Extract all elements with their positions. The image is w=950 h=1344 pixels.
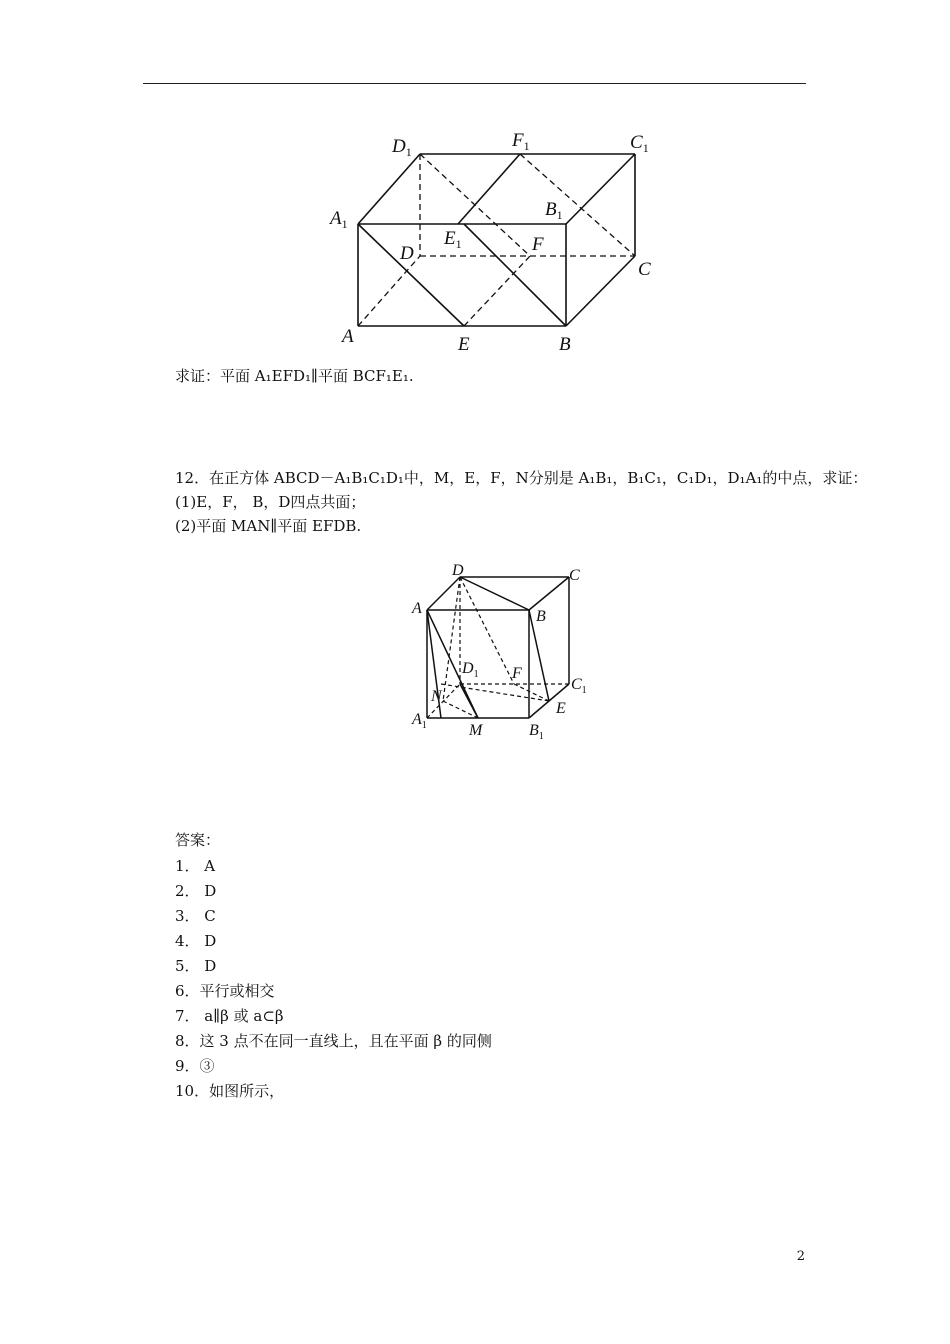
label-C1: $C_1$ [630, 132, 649, 155]
label-D1: $D_1$ [392, 136, 412, 159]
label-B1: $B_1$ [529, 722, 544, 742]
label-A1: $A_1$ [330, 208, 348, 231]
label-N: N [431, 688, 442, 705]
answer-item: 8．这 3 点不在同一直线上，且在平面 β 的同侧 [175, 1032, 492, 1050]
answer-item: 4． D [175, 932, 217, 950]
problem12-statement: 12．在正方体 ABCD－A₁B₁C₁D₁中，M，E，F，N分别是 A₁B₁，B₁C₁，C₁D₁，D₁A₁的中点，求证： [175, 469, 868, 487]
label-A: A [412, 600, 422, 617]
label-D: D [452, 562, 464, 579]
answer-item: 10．如图所示， [175, 1082, 285, 1100]
label-B: B [536, 608, 546, 625]
label-E: E [556, 700, 566, 717]
label-B: B [559, 334, 571, 355]
label-C1: $C_1$ [571, 676, 587, 696]
figure-cube [405, 558, 605, 743]
problem12-part1: (1)E，F， B，D四点共面； [175, 493, 366, 511]
answers-heading: 答案： [175, 831, 221, 849]
label-D: D [400, 243, 414, 264]
label-F: F [532, 234, 544, 255]
label-C: C [638, 259, 651, 280]
prism-diagram [320, 120, 680, 360]
label-A: A [342, 326, 354, 347]
label-A1: $A_1$ [412, 711, 427, 731]
label-E1: $E_1$ [444, 228, 462, 251]
answer-item: 6．平行或相交 [175, 982, 275, 1000]
answer-item: 7． a∥β 或 a⊂β [175, 1007, 284, 1025]
figure-prism [320, 120, 680, 360]
label-E: E [458, 334, 470, 355]
label-B1: $B_1$ [545, 199, 563, 222]
answer-item: 3． C [175, 907, 216, 925]
label-F1: $F_1$ [512, 130, 530, 153]
header-rule [143, 83, 806, 84]
problem11-statement: 求证：平面 A₁EFD₁∥平面 BCF₁E₁. [175, 367, 414, 385]
problem12-part2: (2)平面 MAN∥平面 EFDB. [175, 517, 362, 535]
label-M: M [469, 722, 483, 739]
cube-diagram [405, 558, 605, 743]
answer-item: 1． A [175, 857, 216, 875]
answer-item: 5． D [175, 957, 217, 975]
answer-item: 9．③ [175, 1057, 215, 1075]
label-D1: $D_1$ [462, 660, 479, 680]
answer-item: 2． D [175, 882, 217, 900]
label-F: F [512, 665, 522, 682]
label-C: C [569, 567, 580, 584]
page-number: 2 [796, 1249, 805, 1264]
